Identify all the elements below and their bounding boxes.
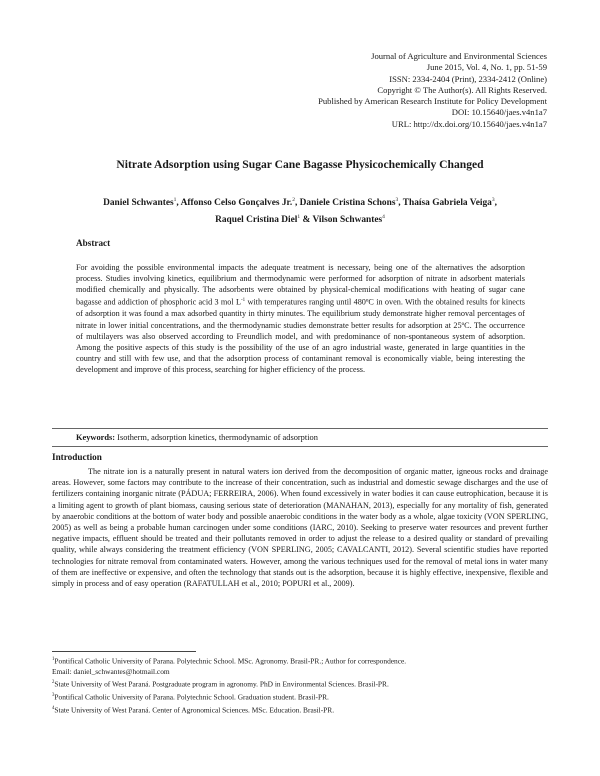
abstract-text-part: with temperatures ranging until 480ºC in oven. With the obtained results for kinects of adsorption it was found a max adsorbed quantity in thirty minutes. The equilibrium study demonstrate higher removal percentages of nitrate in lower initial concentrations, and the thermodynamic studies demonstrate better results for adsorption at 25ºC. The occurrence of multilayers was also observed according to Freundlich model, and with predominance of non-spontaneous system of adsorption. Among the positive aspects of this study is the possibility of the use of an agro industrial waste, generated in large quantities in the country and still with few use, and that the adsorption process of contaminant removal is economically viable, being interesting the development and improve of this process, searching for higher efficiency of the process. — [76, 298, 525, 375]
footnote-mark: 1 — [52, 657, 55, 662]
author-name: Affonso Celso Gonçalves Jr. — [180, 198, 293, 209]
footnote — [52, 704, 548, 716]
author-name: Raquel Cristina Diel — [215, 215, 298, 226]
footnote-text: State University of West Paraná. Center of Agronomical Sciences. MSc. Education. Brasil-PR. — [54, 705, 335, 715]
author-separator: , — [294, 198, 300, 209]
author-affiliation-mark: 3 — [491, 197, 495, 203]
abstract-heading: Abstract — [76, 238, 111, 248]
footnote-separator — [52, 651, 196, 652]
footnote-email: Email: daniel_schwantes@hotmail.com — [52, 666, 170, 676]
abstract-text — [76, 262, 525, 375]
author-name: Thaísa Gabriela Veiga — [402, 198, 492, 209]
keywords-text: Isotherm, adsorption kinetics, thermodynamic of adsorption — [115, 433, 318, 442]
article-url: URL: http://dx.doi.org/10.15640/jaes.v4n1a7 — [391, 118, 547, 129]
author-affiliation-mark: 3 — [395, 197, 399, 203]
author-separator: , — [176, 198, 181, 209]
divider-line — [52, 446, 548, 447]
footnote-text: Pontifical Catholic University of Parana. Polytechnic School. Graduation student. Brasil-PR. — [54, 692, 329, 702]
divider-line — [52, 428, 548, 429]
issue-info: June 2015, Vol. 4, No. 1, pp. 51-59 — [426, 62, 547, 73]
issn: ISSN: 2334-2404 (Print), 2334-2412 (Online) — [389, 73, 547, 84]
footnote-mark: 4 — [52, 705, 55, 711]
author-separator: , — [494, 198, 497, 209]
author-name: Vilson Schwantes — [312, 215, 383, 226]
footnote-mark: 3 — [52, 693, 55, 698]
author-affiliation-mark: 1 — [297, 214, 301, 221]
article-title: Nitrate Adsorption using Sugar Cane Bagasse Physicochemically Changed — [116, 158, 484, 171]
copyright-notice: Copyright © The Author(s). All Rights Reserved. — [377, 84, 547, 95]
footnotes — [52, 655, 548, 717]
introduction-paragraph: The nitrate ion is a naturally present in natural waters ion derived from the decomposition of organic matter, igneous rocks and drainage areas. However, some factors may contribute to the increase of their concentration, such as industrial and domestic sewage discharges and the use of fertilizers containing inorganic nitrate (PÁDUA; FERREIRA, 2006). When found excessively in water bodies it can cause eutrophication, because it is a limiting agent to growth of plant biomass, causing serious state of deterioration (MANAHAN, 2013), especially for any mortality of fish, generated by anaerobic conditions at the bottom of water body and possible anaerobic conditions in the water body as a whole, algae toxicity (VON SPERLING, 2005) as well as being a probable human carcinogen under some conditions (IARC, 2010). Seeking to preserve water resources and prevent further negative impacts, effluent should be treated and their pollutants removed in order to adjust the release to a desired quality or standard of prevailing quality, while always considering the treatment efficiency (VON SPERLING, 2005; CAVALCANTI, 2012). Several scientific studies have reported technologies for nitrate removal from contaminated waters. However, among the various techniques used for the removal of metal ions in water many of them are ineffective or expensive, and often the technology that stands out is the adsorption, because it is highly effective, inexpensive, flexible and simply in process and of easy operation (RAFATULLAH et al., 2010; POPURI et al., 2009). — [52, 467, 548, 589]
footnote — [52, 691, 548, 703]
abstract-text-part: For avoiding the possible environmental impacts the adequate treatment is necessary, being one of the alternatives the adsorption process. Studies involving kinetics, equilibrium and thermodynamic were performed for adsorption of nitrate in adsorbent materials modified chemically and physically. The adsorbents were obtained by physical-chemical modifications with heating of sugar cane bagasse and addiction of phosphoric acid 3 mol L — [76, 263, 525, 308]
author-name: Daniel Schwantes — [103, 198, 174, 209]
journal-name: Journal of Agriculture and Environmental Sciences — [371, 51, 547, 61]
author-affiliation-mark: 1 — [173, 197, 177, 203]
author-separator: , — [398, 198, 403, 209]
author-name: Daniele Cristina Schons — [299, 198, 396, 209]
footnote — [52, 655, 548, 677]
doi: DOI: 10.15640/jaes.v4n1a7 — [451, 107, 547, 118]
keywords-line — [76, 433, 318, 442]
author-affiliation-mark: 4 — [382, 214, 385, 221]
abstract-superscript: -1 — [240, 298, 246, 304]
footnote — [52, 678, 548, 690]
keywords-label: Keywords: — [76, 433, 116, 442]
author-list — [40, 193, 560, 227]
footnote-mark: 2 — [52, 680, 55, 686]
author-separator: & — [300, 215, 313, 226]
publisher: Published by American Research Institute for Policy Development — [318, 96, 547, 107]
footnote-text: State University of West Paraná. Postgraduate program in agronomy. PhD in Environmental Sciences. Brasil-PR. — [54, 679, 389, 689]
journal-masthead — [318, 51, 547, 130]
author-affiliation-mark: 2 — [292, 197, 295, 203]
introduction-heading: Introduction — [52, 452, 102, 462]
footnote-text: Pontifical Catholic University of Parana. Polytechnic School. MSc. Agronomy. Brasil-PR.; Author for correspondence. — [54, 656, 407, 666]
